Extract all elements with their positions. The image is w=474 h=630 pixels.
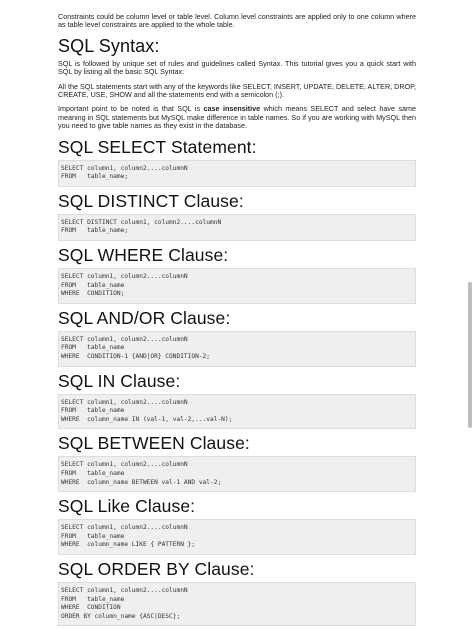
code-line: FROM table_name — [61, 344, 125, 352]
section-heading: SQL Like Clause: — [58, 496, 196, 517]
syntax-p3-before: Important point to be noted is that SQL is — [58, 104, 204, 114]
code-line: SELECT column1, column2....columnN — [61, 398, 188, 406]
section-heading: SQL BETWEEN Clause: — [58, 433, 250, 454]
sql-sections — [58, 137, 416, 627]
code-line: WHERE CONDITION-1 {AND|OR} CONDITION-2; — [61, 353, 211, 360]
code-line: FROM table_name — [61, 469, 125, 477]
section-heading: SQL IN Clause: — [58, 370, 181, 391]
syntax-paragraph-3 — [58, 105, 416, 130]
code-line: FROM table_name — [61, 281, 125, 289]
code-line: SELECT column1, column2....columnN — [61, 524, 188, 532]
section-heading: SQL ORDER BY Clause: — [58, 558, 255, 579]
document-content — [58, 13, 416, 630]
code-block — [58, 394, 416, 430]
syntax-p3-after: which means SELECT and select have same meaning in SQL statements but MySQL make difference in table names. So if you are working with MySQL then you need to give table names as they exist in the database. — [58, 104, 417, 131]
section-heading: SQL WHERE Clause: — [58, 245, 229, 266]
code-line: SELECT column1, column2....columnN — [61, 273, 188, 281]
code-block — [58, 582, 416, 626]
section-heading: SQL AND/OR Clause: — [58, 307, 231, 328]
vertical-scrollbar[interactable] — [468, 282, 472, 428]
code-block — [58, 214, 416, 241]
code-line: ORDER BY column_name {ASC|DESC}; — [61, 612, 181, 620]
code-block — [58, 519, 416, 555]
code-line: WHERE column_name LIKE { PATTERN }; — [61, 541, 196, 549]
code-line: WHERE column_name BETWEEN val-1 AND val-2; — [61, 478, 222, 486]
code-line: WHERE column_name IN (val-1, val-2,...val-N); — [61, 415, 233, 423]
code-line: SELECT column1, column2....columnN — [61, 335, 188, 343]
code-line: FROM table_name — [61, 407, 125, 415]
code-line: FROM table_name; — [61, 227, 129, 235]
section-heading: SQL SELECT Statement: — [58, 136, 257, 157]
code-line: FROM table_name — [61, 595, 125, 603]
syntax-paragraph-2: All the SQL statements start with any of the keywords like SELECT, INSERT, UPDATE, DELETE, ALTER, DROP, CREATE, USE, SHOW and all the statements end with a semicolon (;). — [58, 81, 416, 100]
case-insensitive-emphasis: case insensitive — [203, 104, 261, 114]
code-block — [58, 268, 416, 304]
code-line: WHERE CONDITION — [61, 604, 121, 612]
syntax-paragraph-1: SQL is followed by unique set of rules and guidelines called Syntax. This tutorial gives you a quick start with SQL by listing all the basic SQL Syntax: — [58, 58, 416, 77]
intro-paragraph: Constraints could be column level or table level. Column level constraints are applied only to one column where as table level constraints are applied to the whole table. — [58, 12, 416, 30]
code-block — [58, 160, 416, 187]
section-heading: SQL DISTINCT Clause: — [58, 190, 244, 211]
code-line: SELECT column1, column2....columnN — [61, 586, 188, 594]
code-line: WHERE CONDITION; — [61, 290, 125, 298]
code-line: SELECT column1, column2....columnN — [61, 461, 188, 469]
code-line: SELECT DISTINCT column1, column2....columnN — [61, 218, 222, 226]
code-line: SELECT column1, column2....columnN — [61, 164, 188, 172]
code-block — [58, 456, 416, 492]
code-line: FROM table_name — [61, 532, 125, 540]
code-block — [58, 331, 416, 367]
code-line: FROM table_name; — [61, 173, 129, 181]
syntax-heading: SQL Syntax: — [58, 35, 160, 56]
